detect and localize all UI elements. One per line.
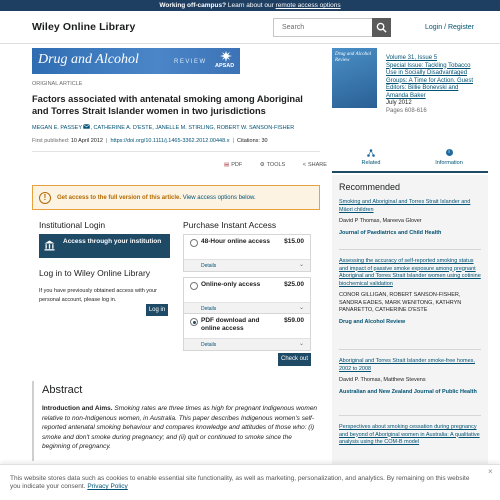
purchase-radio-selected[interactable]: [190, 318, 198, 326]
first-published-label: First published:: [32, 138, 71, 144]
access-options-link[interactable]: View access options below.: [181, 195, 256, 201]
abstract-section: [32, 381, 320, 461]
wol-login-heading: Log in to Wiley Online Library: [39, 268, 151, 278]
article-title: Factors associated with antenatal smoking among Aboriginal and Torres Strait Islander women in two jurisdictions: [32, 94, 303, 116]
share-icon: <: [302, 162, 306, 168]
recommended-journal[interactable]: Australian and New Zealand Journal of Public Health: [339, 388, 477, 395]
details-label: Details: [201, 342, 217, 348]
cookie-message: This website stores data such as cookies to enable essential site functionality, as well as marketing, personalization, and analytics. By remaining on this website you indicate your consent.: [10, 475, 470, 490]
recommended-item: [339, 199, 481, 237]
pdf-icon: ▤: [224, 162, 230, 168]
journal-banner-apsad: APSAD: [215, 63, 235, 69]
issue-date: July 2012: [386, 100, 412, 106]
tab-related-label: Related: [361, 160, 381, 166]
purchase-option-selected[interactable]: [183, 313, 311, 351]
checkout-button[interactable]: Check out: [278, 353, 311, 366]
author-list: MEGAN E. PASSEY , CATHERINE A. D'ESTE, JANELLE M. STIRLING, ROBERT W. SANSON-FISHER: [32, 125, 295, 131]
author-link[interactable]: MEGAN E. PASSEY: [32, 125, 82, 131]
email-icon[interactable]: [83, 124, 90, 129]
tab-information-label: Information: [435, 160, 463, 166]
abstract-text: [42, 404, 320, 452]
access-message: [57, 195, 256, 201]
login-register-link[interactable]: Login / Register: [425, 24, 475, 31]
doi-link[interactable]: https://doi.org/10.1111/j.1465-3362.2012.00448.x: [110, 138, 230, 144]
site-header: [0, 11, 500, 44]
journal-cover[interactable]: [332, 48, 377, 108]
recommended-authors: David P. Thomas, Matthew Stevens: [339, 377, 426, 383]
author-link[interactable]: ROBERT W. SANSON-FISHER: [216, 125, 295, 131]
gear-icon: ⚙: [259, 162, 265, 168]
journal-banner[interactable]: [32, 48, 240, 74]
tools-label: TOOLS: [266, 162, 286, 168]
recommended-title-link[interactable]: Assessing the accuracy of self-reported smoking status and impact of passive smoke exposure among pregnant Aboriginal and Torres Strait Islander women using cotinine biochemical validation: [339, 258, 481, 287]
first-published-date: 10 April 2012: [70, 138, 103, 144]
purchase-option-name: 48-Hour online access: [201, 238, 270, 245]
recommended-panel: [332, 175, 488, 475]
journal-banner-title: Drug and Alcohol: [38, 52, 139, 67]
remote-access-bar: [0, 0, 500, 11]
cookie-text: [10, 475, 480, 491]
access-notice: [32, 185, 320, 210]
purchase-option-name: Online-only access: [201, 281, 261, 288]
recommended-journal[interactable]: Journal of Paediatrics and Child Health: [339, 229, 442, 236]
purchase-option-name: PDF download and online access: [201, 317, 260, 332]
purchase-option-price: $15.00: [284, 238, 304, 245]
login-button[interactable]: Log in: [146, 304, 168, 316]
recommended-journal[interactable]: Drug and Alcohol Review: [339, 318, 406, 325]
search-button[interactable]: [372, 18, 391, 37]
cookie-banner: [0, 464, 500, 500]
cover-title: Drug and Alcohol Review: [335, 52, 372, 63]
related-icon: [367, 149, 375, 157]
article-tools: [224, 162, 343, 168]
abstract-heading: Abstract: [42, 384, 83, 396]
recommended-divider: [339, 249, 481, 250]
issue-pages: Pages 608-616: [386, 107, 427, 114]
volume-link[interactable]: Volume 31, Issue 5: [386, 55, 438, 61]
access-message-bold: Get access to the full version of this article.: [57, 195, 182, 201]
institution-access-button[interactable]: [39, 234, 170, 258]
remote-access-text: Learn about our: [226, 2, 276, 9]
institution-access-label: Access through your institution: [63, 238, 162, 245]
search-placeholder: Search: [282, 24, 305, 31]
off-campus-label: Working off-campus?: [159, 2, 227, 9]
recommended-item: [339, 358, 481, 396]
institution-icon: [44, 240, 55, 251]
pdf-label: PDF: [231, 162, 243, 168]
close-icon[interactable]: ×: [488, 467, 493, 476]
recommended-divider: [339, 349, 481, 350]
abstract-body: Smoking rates are three times as high for pregnant Indigenous women relative to non-Indigenous women, in Australia. This paper describes Indigenous women's self-reported antenatal smoking behaviour and compares knowledge and attitudes of those who: (i) smoke and don't smoke during pregnancy; and (ii) quit or continued to smoke since the beginning of pregnancy.: [42, 405, 318, 450]
purchase-option[interactable]: [183, 234, 311, 272]
details-label: Details: [201, 263, 217, 269]
search-input[interactable]: [273, 18, 391, 37]
details-toggle[interactable]: [184, 259, 310, 271]
recommended-authors: David P Thomas, Mareeva Glover: [339, 218, 422, 224]
purchase-option[interactable]: [183, 277, 311, 315]
tools-button[interactable]: [260, 162, 293, 168]
recommended-title-link[interactable]: Smoking and Aboriginal and Torres Strait Islander and Māori children: [339, 199, 471, 213]
abstract-label: Introduction and Aims.: [42, 405, 113, 412]
tab-information[interactable]: [410, 149, 488, 166]
information-icon: i: [446, 149, 453, 156]
side-tabs: [332, 146, 488, 173]
author-link[interactable]: CATHERINE A. D'ESTE: [93, 125, 153, 131]
purchase-radio[interactable]: [190, 282, 198, 290]
remote-access-link[interactable]: remote access options: [275, 2, 341, 9]
share-label: SHARE: [307, 162, 327, 168]
journal-banner-review: REVIEW: [174, 59, 207, 65]
search-icon: [376, 22, 387, 33]
details-label: Details: [201, 306, 217, 312]
wol-login-text: If you have previously obtained access with your personal account, please log in.: [39, 288, 158, 303]
apsad-logo-icon: [220, 51, 232, 62]
header-divider: [32, 151, 320, 152]
tab-related[interactable]: [332, 149, 410, 166]
recommended-title-link[interactable]: Aboriginal and Torres Strait Islander smoke-free homes, 2002 to 2008: [339, 358, 475, 372]
chevron-down-icon: ⌄: [298, 341, 304, 347]
site-logo[interactable]: Wiley Online Library: [32, 21, 136, 33]
recommended-item: [339, 424, 481, 447]
privacy-policy-link[interactable]: Privacy Policy: [87, 483, 128, 490]
article-type: ORIGINAL ARTICLE: [32, 81, 83, 87]
purchase-option-price: $59.00: [284, 317, 304, 324]
info-icon: !: [39, 192, 51, 204]
chevron-down-icon: ⌄: [298, 262, 304, 268]
details-toggle[interactable]: [184, 338, 310, 350]
purchase-heading: Purchase Instant Access: [183, 220, 277, 230]
purchase-option-price: $25.00: [284, 281, 304, 288]
institutional-login-heading: Institutional Login: [39, 220, 106, 230]
recommended-heading: Recommended: [339, 182, 401, 192]
chevron-down-icon: ⌄: [298, 305, 304, 311]
author-link[interactable]: JANELLE M. STIRLING: [155, 125, 214, 131]
special-issue-link[interactable]: Special Issue: Tackling Tobacco Use in Socially Disadvantaged Groups: A Time for Action. Guest Editors: Billie Bonevski and Amanda Baker: [386, 62, 474, 99]
publication-info: First published: 10 April 2012 | https://doi.org/10.1111/j.1465-3362.2012.00448.x | Citations: 30: [32, 138, 268, 144]
pdf-button[interactable]: [224, 162, 250, 168]
recommended-title-link[interactable]: Perspectives about smoking cessation during pregnancy and beyond of Aboriginal women in Australia: A qualitative analysis using the COM-B model: [339, 424, 480, 445]
citations-count[interactable]: Citations: 30: [237, 138, 268, 144]
purchase-radio[interactable]: [190, 239, 198, 247]
issue-info: [386, 55, 476, 115]
share-button[interactable]: [303, 162, 335, 168]
recommended-authors: CONOR GILLIGAN, ROBERT SANSON-FISHER, SANDRA EADES, MARK WENITONG, KATHRYN PANARETTO, CATHERINE D'ESTE: [339, 292, 462, 313]
recommended-item: [339, 258, 481, 326]
recommended-divider: [339, 415, 481, 416]
